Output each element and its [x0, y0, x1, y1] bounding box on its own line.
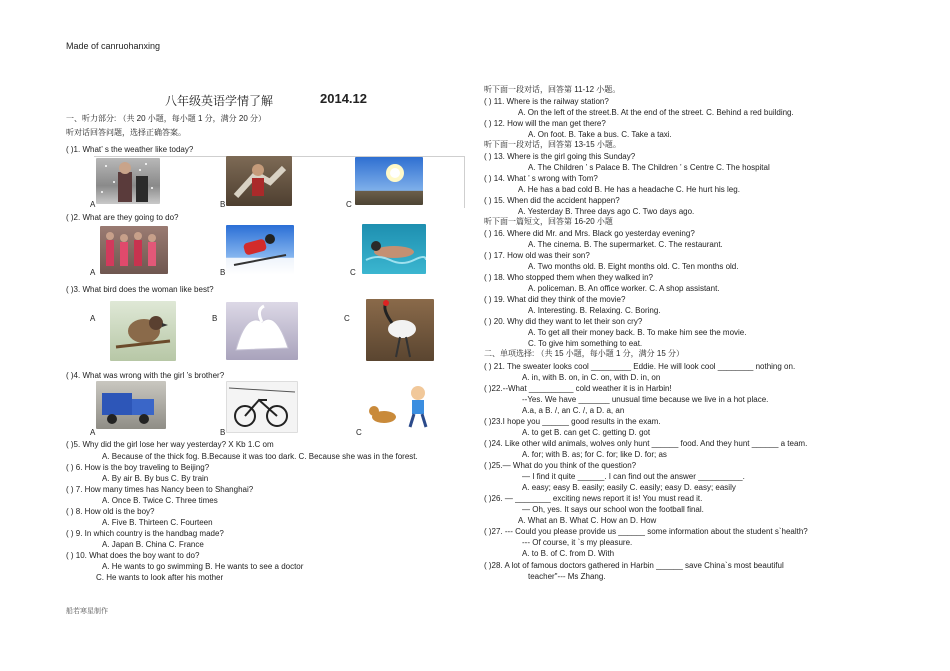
right-line: ( )24. Like other wild animals, wolves only hunt ______ food. And they hunt ______ a team.: [484, 439, 808, 448]
windy-person-image: [226, 156, 292, 206]
right-line: ( ) 17. How old was their son?: [484, 251, 590, 260]
right-line: — Oh, yes. It says our school won the football final.: [522, 505, 704, 514]
q4-option-b: B: [220, 428, 226, 437]
right-line: — I find it quite ______. I can find out the answer __________.: [522, 472, 745, 481]
left-line: ( )5. Why did the girl lose her way yesterday? X Kb 1.C om: [66, 440, 274, 449]
right-line: A. Two months old. B. Eight months old. C. Ten months old.: [528, 262, 739, 271]
q2-option-c: C: [350, 268, 356, 277]
snow-scene-icon: [96, 158, 160, 204]
left-line: A. Once B. Twice C. Three times: [102, 496, 218, 505]
header-made-of: Made of canruohanxing: [66, 41, 161, 51]
bicycle-icon: [227, 382, 297, 432]
left-line: ( ) 6. How is the boy traveling to Beijing?: [66, 463, 210, 472]
q3-option-a: A: [90, 314, 96, 323]
left-line: ( ) 7. How many times has Nancy been to Shanghai?: [66, 485, 254, 494]
sparrow-image: [110, 301, 176, 361]
sparrow-icon: [110, 301, 176, 361]
right-line: ( )26. — ________ exciting news report it is! You must read it.: [484, 494, 703, 503]
right-line: 二、单项选择: （共 15 小题，每小题 1 分，满分 15 分）: [484, 349, 685, 358]
right-line: ( )23.I hope you ______ good results in the exam.: [484, 417, 661, 426]
q1-option-b: B: [220, 200, 226, 209]
right-line: teacher"--- Ms Zhang.: [528, 572, 606, 581]
right-line: ( ) 11. Where is the railway station?: [484, 97, 609, 106]
q1-option-a: A: [90, 200, 96, 209]
q4-option-c: C: [356, 428, 362, 437]
right-line: A. Yesterday B. Three days ago C. Two days ago.: [518, 207, 695, 216]
right-line: ( ) 20. Why did they want to let their son cry?: [484, 317, 643, 326]
right-line: A. To get all their money back. B. To make him see the movie.: [528, 328, 747, 337]
right-line: A.a, a B. /, an C. /, a D. a, an: [522, 406, 625, 415]
right-line: A. for; with B. as; for C. for; like D. for; as: [522, 450, 667, 459]
page-title-year: 2014.12: [320, 91, 367, 106]
swimming-image: [362, 224, 426, 274]
right-line: ( ) 13. Where is the girl going this Sunday?: [484, 152, 636, 161]
right-line: ( )22.--What __________ cold weather it is in Harbin!: [484, 384, 672, 393]
right-line: C. To give him something to eat.: [528, 339, 643, 348]
right-line: ( ) 18. Who stopped them when they walked in?: [484, 273, 653, 282]
q3-text: ( )3. What bird does the woman like best?: [66, 285, 214, 294]
right-line: A. easy; easy B. easily; easily C. easily; easy D. easy; easily: [522, 483, 736, 492]
right-line: 听下面一段对话，回答第 11-12 小题。: [484, 85, 621, 94]
swan-icon: [226, 302, 298, 360]
q2-option-a: A: [90, 268, 96, 277]
right-line: 听下面一篇短文，回答第 16-20 小题: [484, 217, 613, 226]
right-line: A. in, with B. on, in C. on, with D. in, on: [522, 373, 661, 382]
left-line: A. Japan B. China C. France: [102, 540, 204, 549]
right-line: A. policeman. B. An office worker. C. A shop assistant.: [528, 284, 720, 293]
right-line: A. to B. of C. from D. With: [522, 549, 615, 558]
right-line: ( ) 15. When did the accident happen?: [484, 196, 620, 205]
sunny-sky-image: [355, 157, 423, 205]
left-line: A. Five B. Thirteen C. Fourteen: [102, 518, 213, 527]
right-line: ( ) 14. What ’ s wrong with Tom?: [484, 174, 598, 183]
right-line: ( ) 12. How will the man get there?: [484, 119, 606, 128]
left-line: C. He wants to look after his mother: [96, 573, 224, 582]
crane-icon: [366, 299, 434, 361]
q1-side-rule: [464, 156, 465, 208]
right-line: --- Of course, it `s my pleasure.: [522, 538, 633, 547]
left-line: A. Because of the thick fog. B.Because it was too dark. C. Because she was in the forest.: [102, 452, 418, 461]
q1-option-c: C: [346, 200, 352, 209]
dancing-people-image: [100, 226, 168, 274]
wind-scene-icon: [226, 156, 292, 206]
section1-heading: 一、听力部分: （共 20 小题，每小题 1 分，满分 20 分）: [66, 114, 267, 123]
sun-icon: [355, 157, 423, 205]
right-line: A. The cinema. B. The supermarket. C. The restaurant.: [528, 240, 723, 249]
left-line: ( ) 9. In which country is the handbag made?: [66, 529, 224, 538]
dancers-icon: [100, 226, 168, 274]
left-line: A. By air B. By bus C. By train: [102, 474, 209, 483]
right-line: A. What an B. What C. How an D. How: [518, 516, 657, 525]
right-line: ( )28. A lot of famous doctors gathered in Harbin ______ save China`s most beautiful: [484, 561, 784, 570]
left-line: ( ) 10. What does the boy want to do?: [66, 551, 200, 560]
swimmer-icon: [362, 224, 426, 274]
skier-icon: [226, 225, 294, 275]
right-line: ( ) 21. The sweater looks cool _________ Eddie. He will look cool ________ nothing on.: [484, 362, 796, 371]
right-line: --Yes. We have _______ unusual time because we live in a hot place.: [522, 395, 769, 404]
q4-text: ( )4. What was wrong with the girl ’s brother?: [66, 371, 225, 380]
bicycle-fall-image: [226, 381, 298, 433]
right-line: A. On the left of the street.B. At the end of the street. C. Behind a red building.: [518, 108, 794, 117]
truck-icon: [96, 381, 166, 429]
left-line: ( ) 8. How old is the boy?: [66, 507, 155, 516]
right-line: ( )25.— What do you think of the question?: [484, 461, 637, 470]
right-line: ( )27. --- Could you please provide us ______ some information about the student s`health?: [484, 527, 808, 536]
crane-image: [366, 299, 434, 361]
truck-accident-image: [96, 381, 166, 429]
right-line: A. The Children ’ s Palace B. The Children ’ s Centre C. The hospital: [528, 163, 770, 172]
page-title: 八年级英语学情了解: [165, 94, 274, 108]
dog-boy-icon: [364, 383, 436, 431]
snowy-street-image: [96, 158, 160, 204]
q2-option-b: B: [220, 268, 226, 277]
swan-image: [226, 302, 298, 360]
dog-chase-image: [364, 383, 436, 431]
right-line: A. to get B. can get C. getting D. got: [522, 428, 651, 437]
q2-text: ( )2. What are they going to do?: [66, 213, 179, 222]
skiing-image: [226, 225, 294, 275]
left-line: A. He wants to go swimming B. He wants to see a doctor: [102, 562, 304, 571]
q3-option-b: B: [212, 314, 218, 323]
footer-credit: 船若寒星制作: [66, 608, 108, 615]
right-line: ( ) 19. What did they think of the movie?: [484, 295, 626, 304]
right-line: 听下面一段对话，回答第 13-15 小题。: [484, 140, 621, 149]
right-line: A. He has a bad cold B. He has a headache C. He hurt his leg.: [518, 185, 740, 194]
right-line: A. On foot. B. Take a bus. C. Take a taxi.: [528, 130, 672, 139]
right-line: A. Interesting. B. Relaxing. C. Boring.: [528, 306, 661, 315]
section1-instruction: 听对话回答问题，选择正确答案。: [66, 128, 186, 137]
right-line: ( ) 16. Where did Mr. and Mrs. Black go yesterday evening?: [484, 229, 695, 238]
q1-text: ( )1. What’ s the weather like today?: [66, 145, 194, 154]
q3-option-c: C: [344, 314, 350, 323]
q4-option-a: A: [90, 428, 96, 437]
